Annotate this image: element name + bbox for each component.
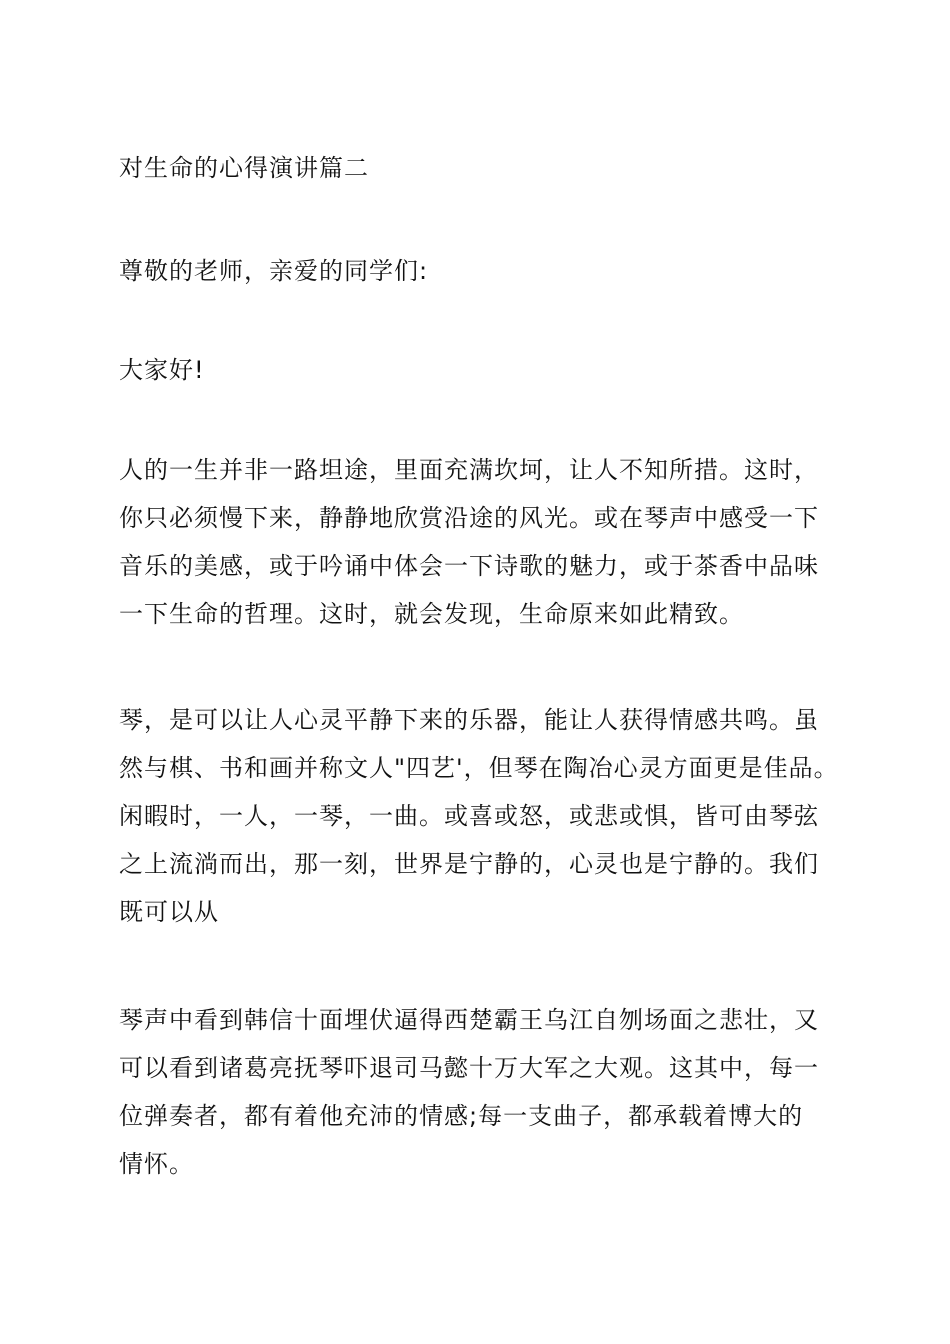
greeting xyxy=(119,247,844,295)
paragraph-line: 然与棋、书和画并称文人"四艺'，但琴在陶冶心灵方面更是佳品。 xyxy=(119,754,839,782)
paragraph-line: 音乐的美感，或于吟诵中体会一下诗歌的魅力，或于茶香中品味 xyxy=(119,552,819,580)
paragraph-2 xyxy=(119,696,844,936)
paragraph-line: 一下生命的哲理。这时，就会发现，生命原来如此精致。 xyxy=(119,600,744,628)
paragraph-line: 之上流淌而出，那一刻，世界是宁静的，心灵也是宁静的。我们 xyxy=(119,850,819,878)
paragraph-line: 位弹奏者，都有着他充沛的情感;每一支曲子，都承载着博大的 xyxy=(119,1102,804,1130)
paragraph-line: 琴声中看到韩信十面埋伏逼得西楚霸王乌江自刎场面之悲壮，又 xyxy=(119,1006,819,1034)
hello xyxy=(119,346,844,394)
paragraph-line: 你只必须慢下来，静静地欣赏沿途的风光。或在琴声中感受一下 xyxy=(119,504,819,532)
paragraph-line: 可以看到诸葛亮抚琴吓退司马懿十万大军之大观。这其中，每一 xyxy=(119,1054,819,1082)
paragraph-1 xyxy=(119,446,844,638)
hello-text: 大家好! xyxy=(119,356,205,384)
paragraph-line: 情怀。 xyxy=(119,1150,194,1178)
title-text: 对生命的心得演讲篇二 xyxy=(119,154,369,182)
paragraph-line: 闲暇时，一人，一琴，一曲。或喜或怒，或悲或惧，皆可由琴弦 xyxy=(119,802,819,830)
greeting-text: 尊敬的老师，亲爱的同学们: xyxy=(119,257,429,285)
paragraph-3 xyxy=(119,996,844,1188)
paragraph-line: 琴，是可以让人心灵平静下来的乐器，能让人获得情感共鸣。虽 xyxy=(119,706,819,734)
document-title xyxy=(119,144,844,192)
paragraph-line: 人的一生并非一路坦途，里面充满坎坷，让人不知所措。这时， xyxy=(119,456,819,484)
paragraph-line: 既可以从 xyxy=(119,898,219,926)
